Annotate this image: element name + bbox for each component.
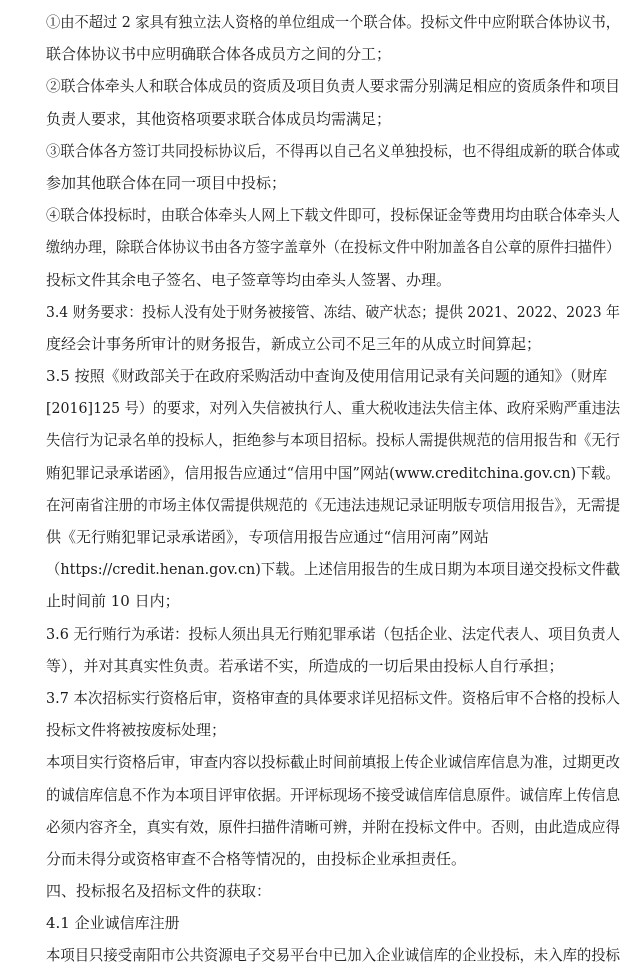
- text-line: ①由不超过 2 家具有独立法人资格的单位组成一个联合体。投标文件中应附联合体协议书，: [46, 13, 620, 31]
- text-line: 分而未得分或资格审查不合格等情况的，由投标企业承担责任。: [46, 849, 467, 868]
- text-line: 等），并对其真实性负责。若承诺不实，所造成的一切后果由投标人自行承担；: [46, 656, 564, 675]
- text-line: （https://credit.henan.gov.cn)下载。上述信用报告的生成日期为本项目递交投标文件截: [46, 560, 620, 579]
- text-line: 贿犯罪记录承诺函》，信用报告应通过“信用中国”网站(www.creditchina.gov.cn)下载。: [46, 463, 620, 482]
- text-line: 3.5 按照《财政部关于在政府采购活动中查询及使用信用记录有关问题的通知》（财库: [46, 367, 608, 386]
- text-line: 负责人要求，其他资格项要求联合体成员均需满足；: [46, 109, 392, 128]
- text-line: 参加其他联合体在同一项目中投标；: [46, 173, 287, 192]
- text-line: ④联合体投标时，由联合体牵头人网上下载文件即可，投标保证金等费用均由联合体牵头人: [46, 206, 620, 225]
- text-line: 投标文件其余电子签名、电子签章等均由牵头人签署、办理。: [46, 270, 452, 289]
- text-line: 的诚信库信息不作为本项目评审依据。开评标现场不接受诚信库信息原件。诚信库上传信息: [46, 785, 620, 804]
- text-line: [2016]125 号）的要求，对列入失信被执行人、重大税收违法失信主体、政府采购严重违法: [46, 399, 620, 418]
- text-line: ③联合体各方签订共同投标协议后，不得再以自己名义单独投标，也不得组成新的联合体或: [46, 141, 620, 160]
- text-line: 投标文件将被按废标处理；: [46, 721, 227, 740]
- text-line: 度经会计事务所审计的财务报告，新成立公司不足三年的从成立时间算起；: [46, 334, 542, 353]
- text-line: 缴纳办理，除联合体协议书由各方签字盖章外（在投标文件中附加盖各自公章的原件扫描件）: [46, 238, 620, 257]
- text-line: 止时间前 10 日内；: [46, 592, 180, 611]
- section-heading: 四、投标报名及招标文件的获取：: [46, 882, 272, 901]
- text-line: 3.6 无行贿行为承诺：投标人须出具无行贿犯罪承诺（包括企业、法定代表人、项目负责人: [46, 624, 620, 643]
- text-line: 3.7 本次招标实行资格后审，资格审查的具体要求详见招标文件。资格后审不合格的投标人: [46, 688, 620, 707]
- text-line: 在河南省注册的市场主体仅需提供规范的《无违法违规记录证明版专项信用报告》，无需提: [46, 495, 620, 514]
- text-line: 失信行为记录名单的投标人，拒绝参与本项目招标。投标人需提供规范的信用报告和《无行: [46, 431, 620, 450]
- text-line: 3.4 财务要求：投标人没有处于财务被接管、冻结、破产状态；提供 2021、2022、2023 年: [46, 302, 620, 321]
- subsection-heading: 4.1 企业诚信库注册: [46, 914, 180, 933]
- text-line: 必须内容齐全，真实有效，原件扫描件清晰可辨，并附在投标文件中。否则，由此造成应得: [46, 817, 620, 836]
- text-line: ②联合体牵头人和联合体成员的资质及项目负责人要求需分别满足相应的资质条件和项目: [46, 77, 620, 96]
- text-line: 供《无行贿犯罪记录承诺函》，专项信用报告应通过“信用河南”网站: [46, 528, 489, 546]
- text-line: 本项目实行资格后审，审查内容以投标截止时间前填报上传企业诚信库信息为准，过期更改: [46, 753, 620, 772]
- text-line: 本项目只接受南阳市公共资源电子交易平台中已加入企业诚信库的企业投标，未入库的投标: [46, 946, 620, 965]
- text-line: 联合体协议书中应明确联合体各成员方之间的分工；: [46, 45, 392, 64]
